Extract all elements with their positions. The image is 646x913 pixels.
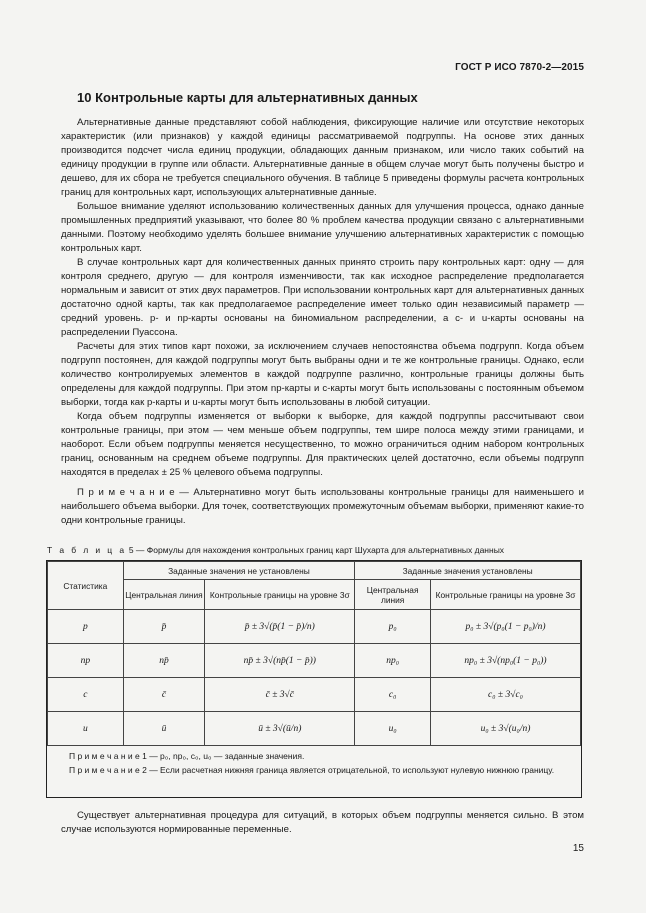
table-notes xyxy=(47,746,581,777)
limits-cell: c₀ ± 3√c₀ xyxy=(431,678,581,712)
section-title: 10 Контрольные карты для альтернативных данных xyxy=(77,90,418,105)
stat-cell: u xyxy=(48,712,124,746)
paragraph: Большое внимание уделяют использованию количественных данных для улучшения процесса, однако данные промышленных предприятий указывают, что более 80 % проблем качества продукции связано с альтернативными данными. Поэтому необходимо уделять большее внимание улучшению альтернативных характеристик с помощью контрольных карт. xyxy=(61,201,584,254)
table-note-2-label: П р и м е ч а н и е 2 xyxy=(69,765,147,775)
table-row xyxy=(48,610,581,644)
limits-cell: p₀ ± 3√(p₀(1 − p₀)/n) xyxy=(431,610,581,644)
stat-cell: p xyxy=(48,610,124,644)
document-header: ГОСТ Р ИСО 7870-2—2015 xyxy=(455,62,584,73)
limits-cell: c̄ ± 3√c̄ xyxy=(205,678,355,712)
group-not-set-header: Заданные значения не установлены xyxy=(123,562,355,580)
paragraph: Альтернативные данные представляют собой наблюдения, фиксирующие наличие или отсутствие некоторых характеристик (или признаков) у каждой единицы рассматриваемой подгруппы. На основе этих данных производится подсчет числа единиц продукции, обладающих данным признаком, или число таких событий на единицу продукции в группе или области. Альтернативные данные в общем случае могут быть получены быстро и дешево, для их сбора не требуется специального обучения. В таблице 5 приведены формулы расчета контрольных границ для контрольных карт, использующих альтернативные данные. xyxy=(61,117,584,198)
center-cell: ū xyxy=(123,712,205,746)
table-note-2 xyxy=(69,763,561,777)
closing-text xyxy=(61,809,584,837)
limits-cell: u₀ ± 3√(u₀/n) xyxy=(431,712,581,746)
center-line-header: Центральная линия xyxy=(355,580,431,610)
limits-cell: ū ± 3√(ū/n) xyxy=(205,712,355,746)
paragraph: Расчеты для этих типов карт похожи, за исключением случаев непостоянства объема подгрупп. Когда объем подгрупп постоянен, для каждой подгруппы могут быть выбраны одни и те же контрольные границы. Однако, если количество контролируемых элементов в каждой подгруппе различно, контрольные границы должны быть определены для каждой подгруппы. При этом np-карты и c-карты могут быть использованы с постоянным объемом выборки, тогда как p-карты и u-карты могут быть использованы в любой ситуации. xyxy=(61,341,584,408)
stat-cell: np xyxy=(48,644,124,678)
table-caption xyxy=(47,545,504,555)
control-limits-header: Контрольные границы на уровне 3σ xyxy=(431,580,581,610)
control-limits-header: Контрольные границы на уровне 3σ xyxy=(205,580,355,610)
col-statistic-header: Статистика xyxy=(48,562,124,610)
table-note-1 xyxy=(69,749,561,763)
page-number: 15 xyxy=(572,843,584,854)
center-cell: np̄ xyxy=(123,644,205,678)
table-caption-label: Т а б л и ц а xyxy=(47,545,127,555)
table-row xyxy=(48,712,581,746)
table-row xyxy=(48,644,581,678)
center-cell: p₀ xyxy=(355,610,431,644)
center-cell: np₀ xyxy=(355,644,431,678)
note-text: — Альтернативно могут быть использованы контрольные границы для наименьшего и наибольшего объема выборки. Для точек, соответствующих промежуточным объемам выборки, применяют какие-то одни контрольные границы. xyxy=(61,487,584,526)
note xyxy=(61,486,584,528)
table-note-1-text: — p₀, np₀, c₀, u₀ — заданные значения. xyxy=(146,751,305,761)
center-cell: c̄ xyxy=(123,678,205,712)
limits-cell: np₀ ± 3√(np₀(1 − p₀)) xyxy=(431,644,581,678)
center-cell: p̄ xyxy=(123,610,205,644)
note-label: П р и м е ч а н и е xyxy=(77,487,175,498)
paragraph: Существует альтернативная процедура для ситуаций, в которых объем подгруппы меняется сильно. В этом случае используются нормированные переменные. xyxy=(61,810,584,835)
table-note-1-label: П р и м е ч а н и е 1 xyxy=(69,751,147,761)
table-caption-text: 5 — Формулы для нахождения контрольных границ карт Шухарта для альтернативных данных xyxy=(128,545,505,555)
limits-cell: np̄ ± 3√(np̄(1 − p̄)) xyxy=(205,644,355,678)
table-row xyxy=(48,678,581,712)
table-note-2-text: — Если расчетная нижняя граница является отрицательной, то используют нулевую нижнюю границу. xyxy=(146,765,555,775)
paragraph: Когда объем подгруппы изменяется от выборки к выборке, для каждой подгруппы рассчитывают свои контрольные границы, при этом — чем меньше объем подгруппы, тем шире полоса между этими границами, и наоборот. Если объем подгруппы меняется несущественно, то можно ограничиться одним набором контрольных границ, основанным на среднем объеме подгруппы. Для практических целей достаточно, если объемы подгрупп находятся в пределах ± 25 % целевого объема подгруппы. xyxy=(61,411,584,478)
paragraph: В случае контрольных карт для количественных данных принято строить пару контрольных карт: одну — для контроля среднего, другую — для контроля изменчивости, так как исходное распределение предполагается нормальным и зависит от этих двух параметров. При использовании контрольных карт для альтернативных данных достаточно одной карты, так как предполагаемое распределение имеет только один независимый параметр — средний уровень. p- и np-карты основаны на биномиальном распределении, а c- и u-карты основаны на распределении Пуассона. xyxy=(61,257,584,338)
stat-cell: c xyxy=(48,678,124,712)
center-cell: c₀ xyxy=(355,678,431,712)
limits-cell: p̄ ± 3√(p̄(1 − p̄)/n) xyxy=(205,610,355,644)
body-text xyxy=(61,116,584,528)
center-line-header: Центральная линия xyxy=(123,580,205,610)
formula-table xyxy=(46,560,582,798)
group-set-header: Заданные значения установлены xyxy=(355,562,581,580)
center-cell: u₀ xyxy=(355,712,431,746)
